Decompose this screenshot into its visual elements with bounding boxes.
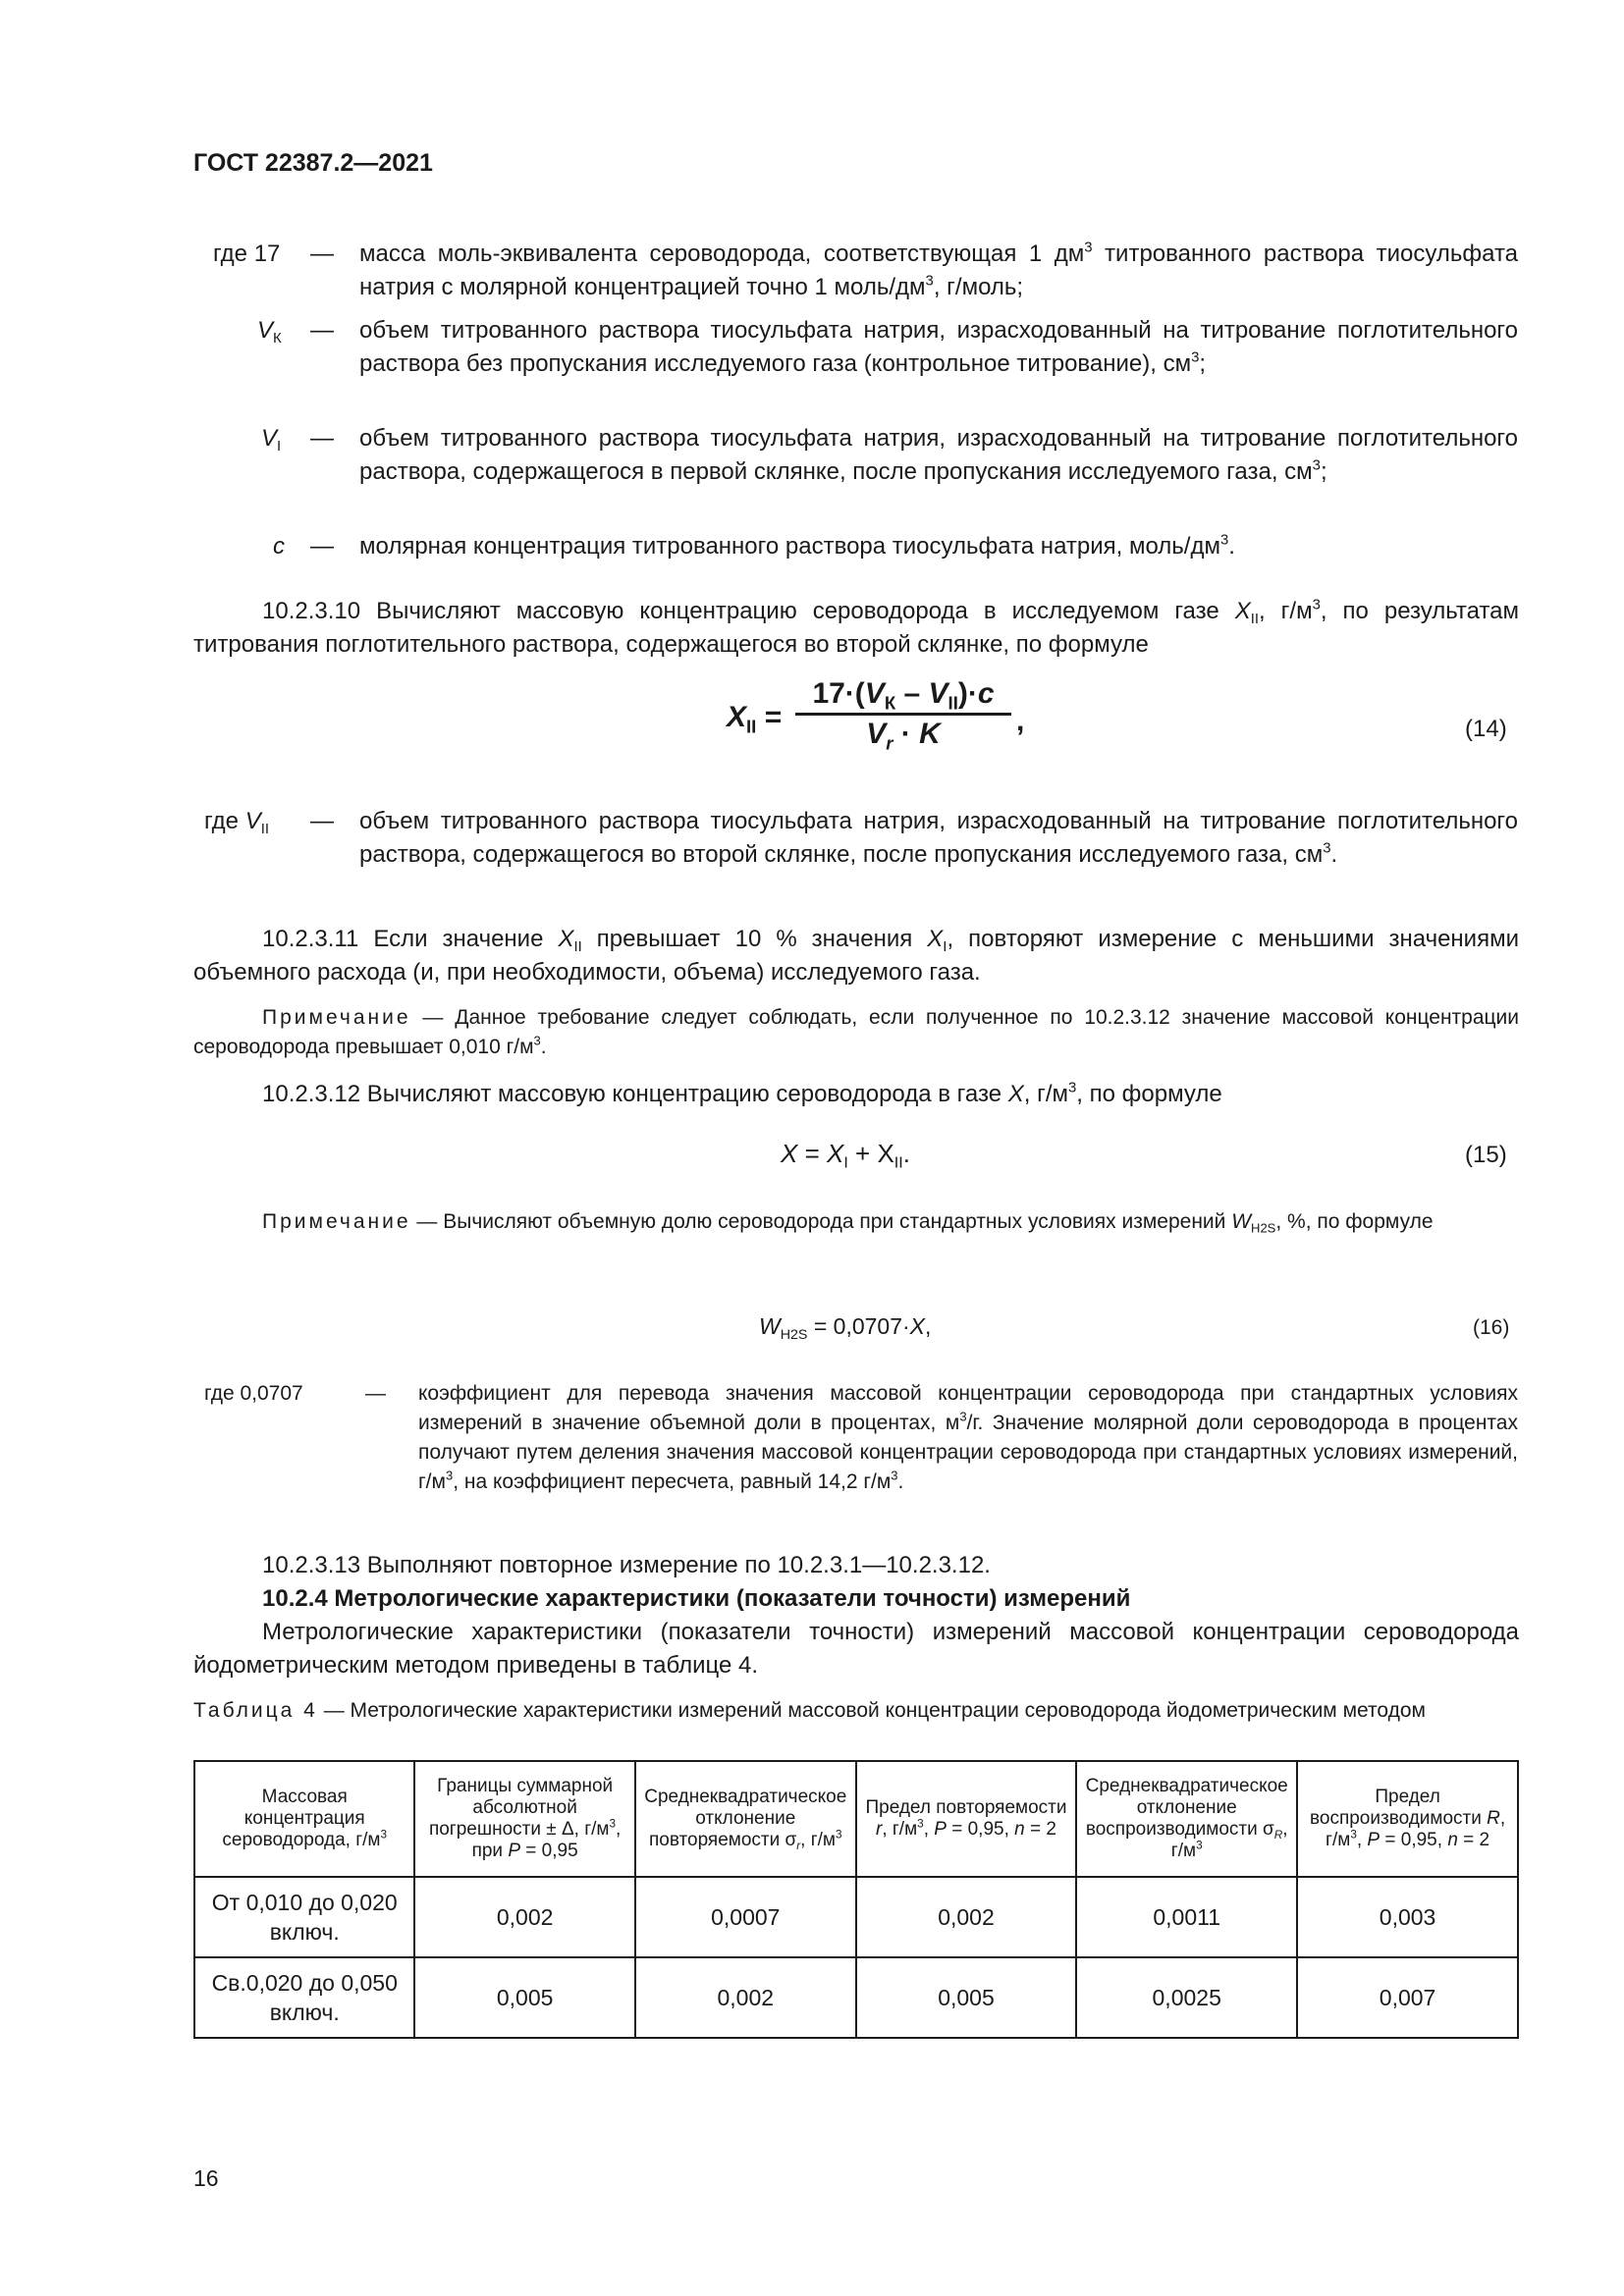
paragraph-10-2-3-12: 10.2.3.12 Вычисляют массовую концентрацию сероводорода в газе X, $г/м^3$, по формуле [262,1080,1222,1107]
paragraph-metrology: Метрологические характеристики (показатели точности) измерений массовой концентрации сероводорода йодометрическим методом приведены в таблице 4. [193,1619,1519,1679]
formula-14-numerator: $17\cdot(V_К - V_{II})\cdot c$ [812,677,995,714]
where-symbol-c: c [273,533,285,560]
formula-15: $X = X_I + X_{II}$. [781,1139,910,1172]
formula-16-number: (16) [1473,1316,1510,1339]
metrology-table [193,1760,1519,2039]
formula-16: $W_{H2S} = 0,0707\cdot X$, [759,1313,932,1343]
table-header-cell: Среднеквадратическое отклонение воспроизводимости $\sigma_R$, $г/м^3$ [1076,1761,1297,1877]
where-symbol-vi: $V_I$ [261,425,282,455]
where-definition: коэффициент для перевода значения массовой концентрации сероводорода при стандартных условиях измерений в значение объемной доли в процентах, $м^3/г$. Значение молярной доли сероводорода в процентах получают путем деления значения массовой концентрации сероводорода при стандартных условиях измерений, $г/м^3$, на коэффициент пересчета, равный 14,2 $г/м^3$. [418,1382,1518,1493]
note-text: — Данное требование следует соблюдать, если полученное по 10.2.3.12 значение массовой концентрации сероводорода превышает 0,010 $г/м^3$. [193,1006,1520,1058]
where-dash: — [310,317,334,344]
note-1 [193,1003,1519,1062]
where-definition [359,238,1518,304]
where-definition: объем титрованного раствора тиосульфата натрия, израсходованный на титрование поглотительного раствора без пропускания исследуемого газа (контрольное титрование), $см^3$; [359,317,1518,377]
where-symbol-vii: где $V_{II}$ [204,808,269,838]
where-definition: молярная концентрация титрованного раствора тиосульфата натрия, моль/$дм^3$. [359,532,1235,560]
where-dash: — [365,1382,386,1405]
table-row [194,1957,1518,2038]
table-cell: 0,0025 [1076,1957,1297,2038]
paragraph-10-2-3-10: 10.2.3.10 Вычисляют массовую концентрацию сероводорода в исследуемом газе $X_{II}$, $г/м^3$, по результатам титрования поглотительного раствора, содержащегося во второй склянке, по формуле [193,597,1519,658]
note-2 [193,1207,1519,1237]
table-header-cell: Границы суммарной абсолютной погрешности ± Δ, $г/м^3$, при P = 0,95 [414,1761,634,1877]
formula-14-number: (14) [1465,716,1507,742]
table-header-cell: Среднеквадратическое отклонение повторяемости $\sigma_r$, $г/м^3$ [635,1761,856,1877]
note-label: Примечание [262,1210,411,1233]
table-row [194,1877,1518,1957]
paragraph-10-2-3-11: 10.2.3.11 Если значение $X_{II}$ превышает 10 % значения $X_I$, повторяют измерение с меньшими значениями объемного расхода (и, при необходимости, объема) исследуемого газа. [193,926,1519,986]
table-cell: 0,0011 [1076,1877,1297,1957]
table-header-row [194,1761,1518,1877]
where-definition: объем титрованного раствора тиосульфата натрия, израсходованный на титрование поглотительного раствора, содержащегося в первой склянке, после пропускания исследуемого газа, $см^3$; [359,425,1518,485]
table-header-cell: Предел воспроизводимости R, $г/м^3$, P = 0,95, n = 2 [1297,1761,1518,1877]
where-definition-text: масса моль-эквивалента сероводорода, соответствующая 1 $дм^3$ титрованного раствора тиосульфата натрия с молярной концентрацией точно 1 моль/$дм^3$, г/моль; [359,240,1519,300]
document-header: ГОСТ 22387.2—2021 [193,149,433,177]
table-cell: 0,007 [1297,1957,1518,2038]
note-text: — Вычисляют объемную долю сероводорода при стандартных условиях измерений $W_{H2S}$, %, по формуле [416,1210,1434,1236]
page-number: 16 [193,2165,219,2191]
paragraph-10-2-3-13: 10.2.3.13 Выполняют повторное измерение по 10.2.3.1—10.2.3.12. [262,1552,991,1578]
note-label: Примечание [262,1006,411,1029]
table-cell: 0,003 [1297,1877,1518,1957]
where-definition: объем титрованного раствора тиосульфата натрия, израсходованный на титрование поглотительного раствора, содержащегося во второй склянке, после пропускания исследуемого газа, $см^3$. [359,808,1518,868]
table-cell: 0,002 [414,1877,634,1957]
table-caption-label: Таблица 4 [193,1699,318,1722]
where-symbol: где 0,0707 [204,1382,303,1405]
table-header-cell: Массовая концентрация сероводорода, $г/м^3$ [194,1761,414,1877]
heading-10-2-4: 10.2.4 Метрологические характеристики (показатели точности) измерений [262,1585,1131,1612]
where-dash: — [310,808,334,834]
formula-15-number: (15) [1465,1142,1507,1168]
formula-14-denominator: $V_r \cdot K$ [866,718,941,754]
table-cell: 0,005 [856,1957,1076,2038]
table-cell: 0,002 [856,1877,1076,1957]
table-caption [193,1696,1519,1726]
where-symbol: где 17 [213,240,281,267]
table-cell: 0,005 [414,1957,634,2038]
where-dash: — [310,240,334,267]
table-cell: Св.0,020 до 0,050 включ. [194,1957,414,2038]
where-symbol-vk: $V_К$ [257,317,282,347]
formula-14-fraction [795,677,1011,754]
table-cell: 0,0007 [635,1877,856,1957]
table-caption-text: — Метрологические характеристики измерений массовой концентрации сероводорода йодометрическим методом [323,1699,1426,1722]
formula-14-lhs: $X_{II}$ = [727,701,783,737]
formula-14-comma: , [1016,705,1025,737]
table-header-cell: Предел повторяемости r, $г/м^3$, P = 0,95, n = 2 [856,1761,1076,1877]
table-cell: От 0,010 до 0,020 включ. [194,1877,414,1957]
where-dash: — [310,425,334,452]
fraction-bar [795,713,1011,716]
where-dash: — [310,533,334,560]
table-cell: 0,002 [635,1957,856,2038]
